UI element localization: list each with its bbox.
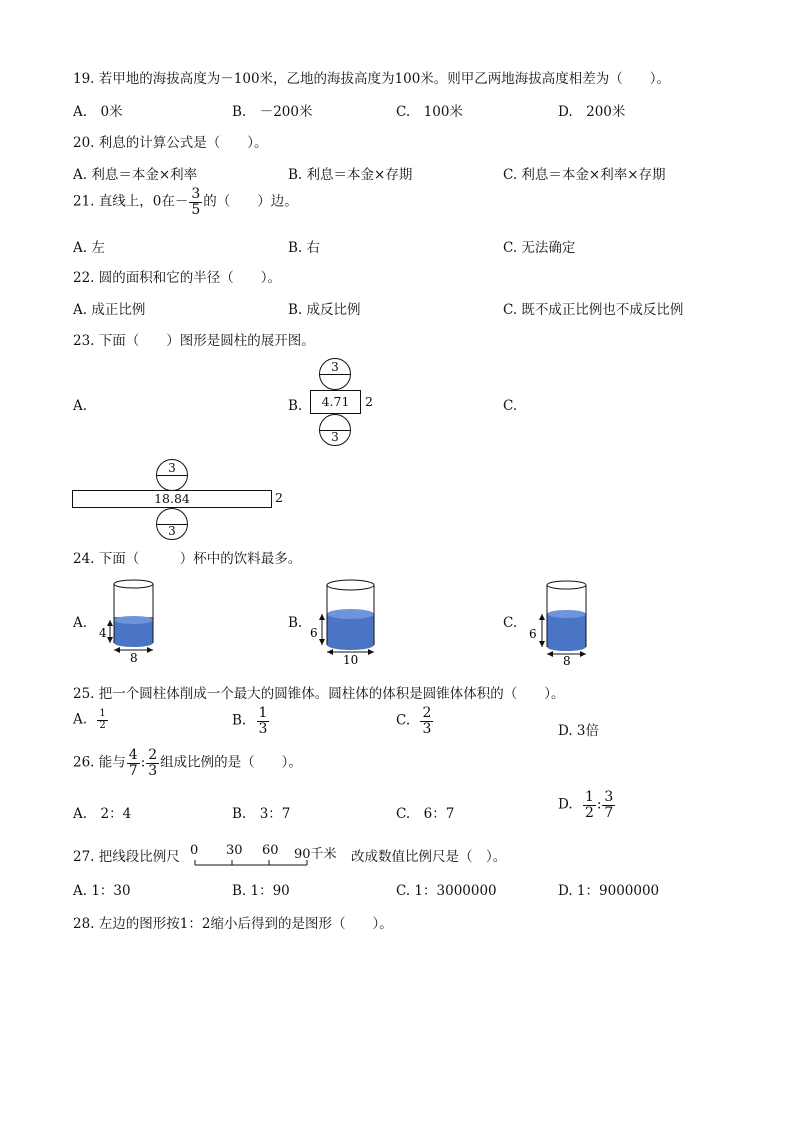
q21-prefix: 21. 直线上，0在－ — [73, 193, 189, 210]
q26-stem: 26. 能与 $\frac{4}{7}$ : $\frac{2}{3}$ 组成比例的是（ ）。 — [73, 747, 302, 779]
q19-option-d[interactable]: D. 200米 — [558, 104, 626, 120]
q27-option-d[interactable]: D. 1：9000000 — [558, 883, 660, 899]
q24-stem: 24. 下面（ ）杯中的饮料最多。 — [73, 551, 302, 567]
q20-option-a[interactable]: A. 利息＝本金×利率 — [73, 167, 198, 183]
q27-tick-90: 90千米 — [294, 847, 337, 862]
q26-option-c[interactable]: C. 6：7 — [396, 806, 455, 822]
q22-option-c[interactable]: C. 既不成正比例也不成反比例 — [503, 302, 684, 318]
q21-fraction: $\frac{3}{5}$ — [191, 186, 201, 218]
q20-stem: 20. 利息的计算公式是（ ）。 — [73, 135, 268, 151]
q19-option-c[interactable]: C. 100米 — [396, 104, 463, 120]
q25-option-b[interactable]: B. $\frac{1}{3}$ — [232, 705, 268, 737]
q23-c-bottom-circle: 3 — [156, 508, 188, 540]
q23-c-top-circle: 3 — [156, 459, 188, 491]
q21-stem — [73, 187, 298, 217]
q23-c-rectangle: 18.84 — [72, 490, 272, 508]
q27-option-c[interactable]: C. 1：3000000 — [396, 883, 497, 899]
q21-option-b[interactable]: B. 右 — [288, 240, 321, 256]
q23-c-side-label: 2 — [275, 490, 283, 505]
q27-tick-0: 0 — [190, 843, 199, 858]
q23-b-bottom-circle: 3 — [319, 414, 351, 446]
q24-cup-b-height: 6 — [310, 626, 318, 640]
q19-option-b[interactable]: B. －200米 — [232, 104, 313, 120]
q23-b-side-label: 2 — [365, 394, 373, 409]
q24-option-a[interactable]: A. — [73, 615, 88, 631]
q21-option-c[interactable]: C. 无法确定 — [503, 240, 576, 256]
q24-cup-c-diameter: 8 — [563, 654, 571, 667]
q25-a-fraction: $\frac{1}{2}$ — [99, 708, 106, 731]
q23-option-b[interactable]: B. — [288, 398, 303, 414]
q26-fraction-2: $\frac{2}{3}$ — [148, 747, 158, 779]
q27-option-b[interactable]: B. 1：90 — [232, 883, 290, 899]
q23-b-rectangle: 4.71 — [310, 390, 361, 414]
q25-option-d[interactable]: D. 3倍 — [558, 723, 600, 739]
q20-option-b[interactable]: B. 利息＝本金×存期 — [288, 167, 413, 183]
q25-c-fraction: $\frac{2}{3}$ — [422, 705, 432, 737]
q25-option-c[interactable]: C. $\frac{2}{3}$ — [396, 705, 432, 737]
q22-option-b[interactable]: B. 成反比例 — [288, 302, 361, 318]
q24-cup-a — [92, 575, 162, 665]
q28-stem: 28. 左边的图形按1：2缩小后得到的是图形（ ）。 — [73, 916, 393, 932]
q23-stem: 23. 下面（ ）图形是圆柱的展开图。 — [73, 333, 315, 349]
q25-stem: 25. 把一个圆柱体削成一个最大的圆锥体。圆柱体的体积是圆锥体体积的（ ）。 — [73, 686, 565, 702]
q26-option-b[interactable]: B. 3：7 — [232, 806, 291, 822]
q23-option-c[interactable]: C. — [503, 398, 518, 414]
q27-tick-30: 30 — [226, 843, 243, 858]
q24-option-c[interactable]: C. — [503, 615, 518, 631]
q24-cup-c — [526, 575, 596, 667]
q25-b-fraction: $\frac{1}{3}$ — [258, 705, 268, 737]
q22-option-a[interactable]: A. 成正比例 — [73, 302, 146, 318]
q21-suffix: 的（ ）边。 — [203, 193, 298, 210]
q26-option-a[interactable]: A. 2：4 — [73, 806, 132, 822]
q26-d-fraction-2: $\frac{3}{7}$ — [604, 789, 614, 821]
q20-option-c[interactable]: C. 利息＝本金×利率×存期 — [503, 167, 666, 183]
q23-b-top-circle: 3 — [319, 358, 351, 390]
q26-option-d[interactable]: D. $\frac{1}{2}$ : $\frac{3}{7}$ — [558, 789, 614, 821]
q27-option-a[interactable]: A. 1：30 — [73, 883, 131, 899]
q24-cup-a-diameter: 8 — [130, 651, 138, 665]
q22-stem: 22. 圆的面积和它的半径（ ）。 — [73, 270, 282, 286]
q24-cup-a-height: 4 — [99, 626, 107, 640]
q24-cup-c-height: 6 — [529, 627, 537, 641]
q19-stem: 19. 若甲地的海拔高度为－100米，乙地的海拔高度为100米。则甲乙两地海拔高度相差为（ ）。 — [73, 71, 671, 87]
q24-option-b[interactable]: B. — [288, 615, 303, 631]
q23-option-a[interactable]: A. — [73, 398, 88, 414]
q19-option-a[interactable]: A. 0米 — [73, 104, 123, 120]
q24-cup-b-diameter: 10 — [343, 653, 359, 667]
q25-option-a[interactable]: A. $\frac{1}{2}$ — [73, 708, 106, 731]
q27-suffix: 改成数值比例尺是（ ）。 — [351, 849, 507, 865]
q27-tick-60: 60 — [262, 843, 279, 858]
q24-cup-c-liquid — [547, 613, 586, 647]
q26-fraction-1: $\frac{4}{7}$ — [128, 747, 138, 779]
q21-option-a[interactable]: A. 左 — [73, 240, 105, 256]
q27-scale-bar — [190, 858, 315, 870]
q27-prefix: 27. 把线段比例尺 — [73, 849, 180, 865]
q26-d-fraction-1: $\frac{1}{2}$ — [584, 789, 594, 821]
q24-cup-b — [307, 575, 387, 667]
